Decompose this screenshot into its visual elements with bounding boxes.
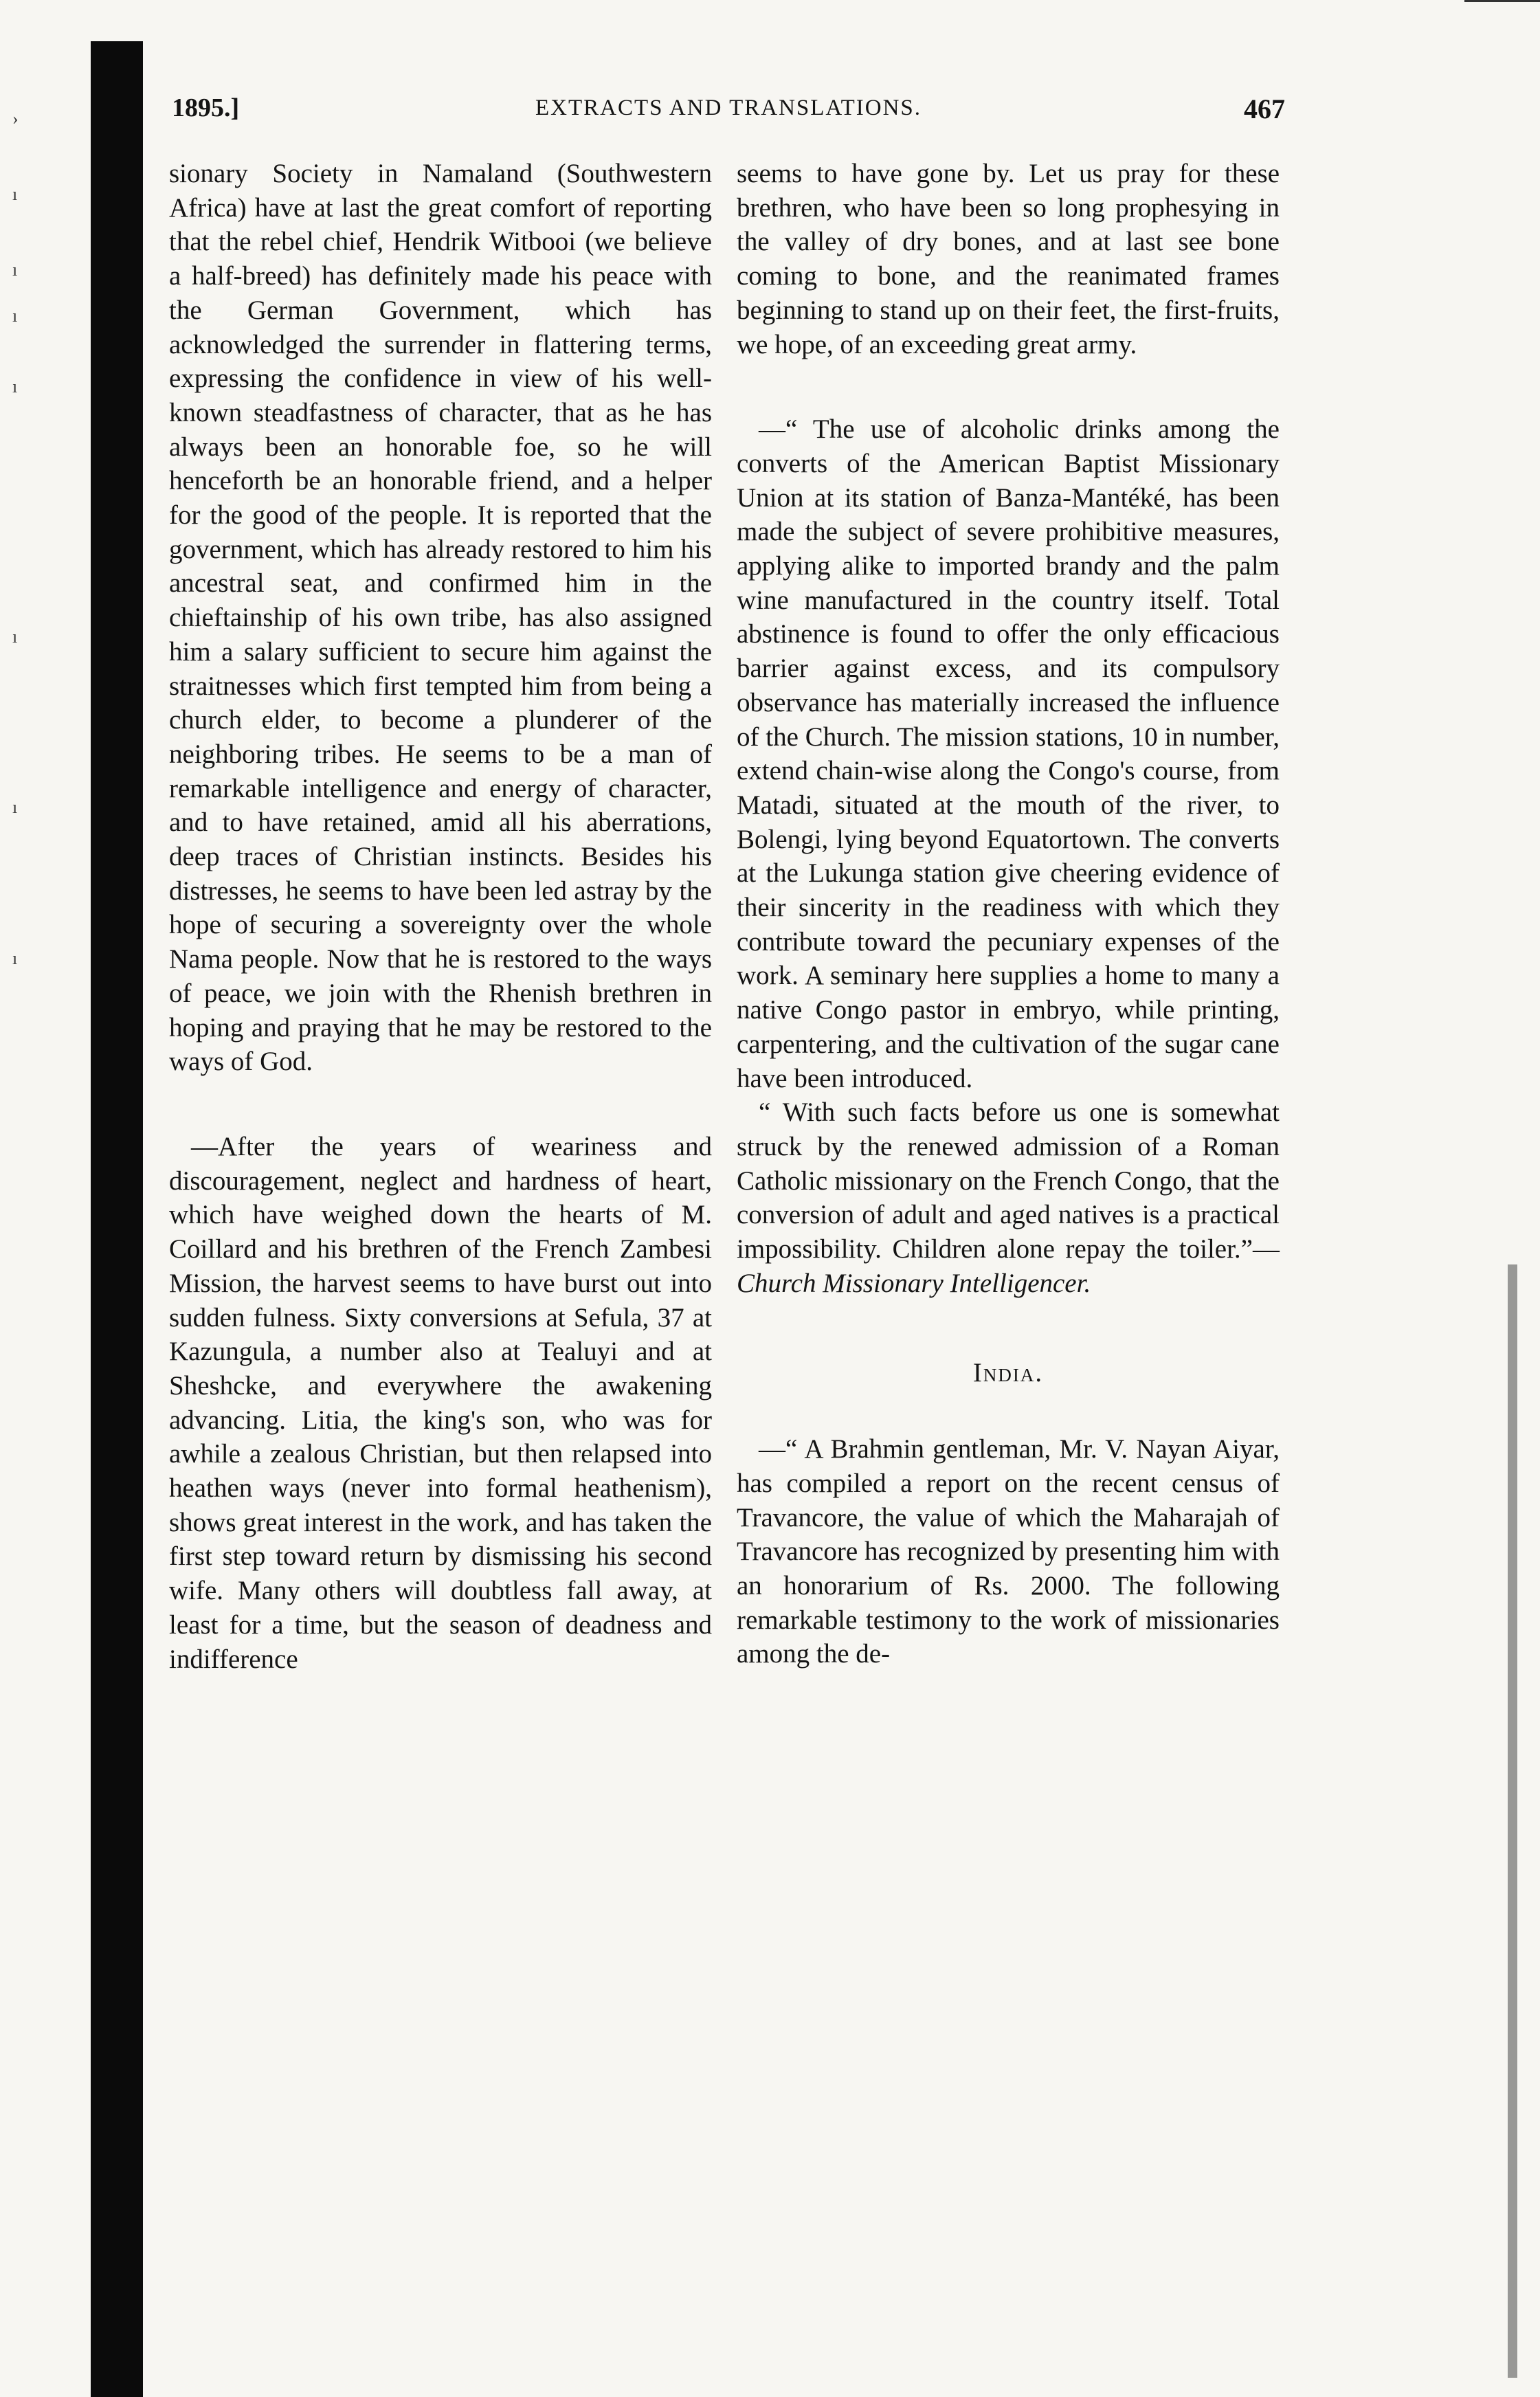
paragraph-zambesi-mission: —After the years of weariness and discouragement, neglect and hardness of heart, which have weighed down the hearts of M. Coillard and his brethren of the French Zambesi Mission, the harvest seems to have burst out into sudden fulness. Sixty conversions at Sefula, 37 at Kazungula, a number also at Tealuyi and at Sheshcke, and everywhere the awakening advancing. Litia, the king's son, who was for awhile a zealous Christian, but then relapsed into heathen ways (never into formal heathenism), shows great interest in the work, and has taken the first step toward return by dismissing his second wife. Many others will doubtless fall away, at least for a time, but the season of deadness and indifference [169,1131,712,1674]
margin-scan-marks: › ı ı ı ı ı ı ı [12,109,19,968]
paragraph-brahmin-report: —“ A Brahmin gentleman, Mr. V. Nayan Aiyar, has compiled a report on the recent census of Travancore, the value of which the Maharajah of Travancore has recognized by presenting him with an honorarium of Rs. 2000. The following remarkable testimony to the work of missionaries among the de- [737,1434,1280,1669]
paragraph-witbooi: sionary Society in Namaland (Southwestern Africa) have at last the great comfort of reporting that the rebel chief, Hendrik Witbooi (we believe a half-breed) has definitely made his peace with the German Government, which has acknowledged the surrender in flattering terms, expressing the confidence in view of his well-known steadfastness of character, that as he has always been an honorable foe, so he will henceforth be an honorable friend, and a helper for the good of the people. It is reported that the government, which has already restored to him his ancestral seat, and confirmed him in the chieftainship of his own tribe, has also assigned him a salary sufficient to secure him against the straitnesses which first tempted him from being a church elder, to become a plunderer of the neighboring tribes. He seems to be a man of remarkable intelligence and energy of character, and to have retained, amid all his aberrations, deep traces of Christian instincts. Besides his distresses, he seems to have been led astray by the hope of securing a sovereignty over the whole Nama people. Now that he is restored to the ways of peace, we join with the Rhenish brethren in hoping and praying that he may be restored to the ways of God. [169,159,712,1077]
quote-text: “ With such facts before us one is somewhat struck by the renewed admission of a Roman Catholic missionary on the French Congo, that the conversion of adult and aged natives is a practical impossibility. Children alone repay the toiler.”— [737,1097,1280,1264]
paragraph-continuation: seems to have gone by. Let us pray for these brethren, who have been so long prophesying in the valley of dry bones, and at last see bone coming to bone, and the reanimated frames beginning to stand up on their feet, the first-fruits, we hope, of an exceeding great army. [737,159,1280,359]
left-column [169,157,712,1676]
paragraph-french-congo [737,1095,1280,1300]
running-header [172,93,1285,134]
binding-shadow [91,41,143,2397]
page-edge-shadow [1508,1264,1517,2378]
header-year: 1895.] [172,93,240,122]
quote-source: Church Missionary Intelligencer. [737,1268,1091,1298]
paragraph-baptist-congo: —“ The use of alcoholic drinks among the converts of the American Baptist Missionary Union at its station of Banza-Mantéké, has been made the subject of severe prohibitive measures, applying alike to imported brandy and the palm wine manufactured in the country itself. Total abstinence is found to offer the only efficacious barrier against excess, and its compulsory observance has materially increased the influence of the Church. The mission stations, 10 in number, extend chain-wise along the Congo's course, from Matadi, situated at the mouth of the river, to Bolengi, lying beyond Equatortown. The converts at the Lukunga station give cheering evidence of their sincerity in the readiness with which they contribute toward the pecuniary expenses of the work. A seminary here supplies a home to many a native Congo pastor in embryo, while printing, carpentering, and the cultivation of the sugar cane have been introduced. [737,414,1280,1093]
section-heading-india: India. [972,1357,1044,1387]
right-column [737,157,1280,1671]
header-running-title: EXTRACTS AND TRANSLATIONS. [535,96,922,120]
header-page-number: 467 [1244,93,1285,124]
page-edge-line [1464,0,1540,2]
